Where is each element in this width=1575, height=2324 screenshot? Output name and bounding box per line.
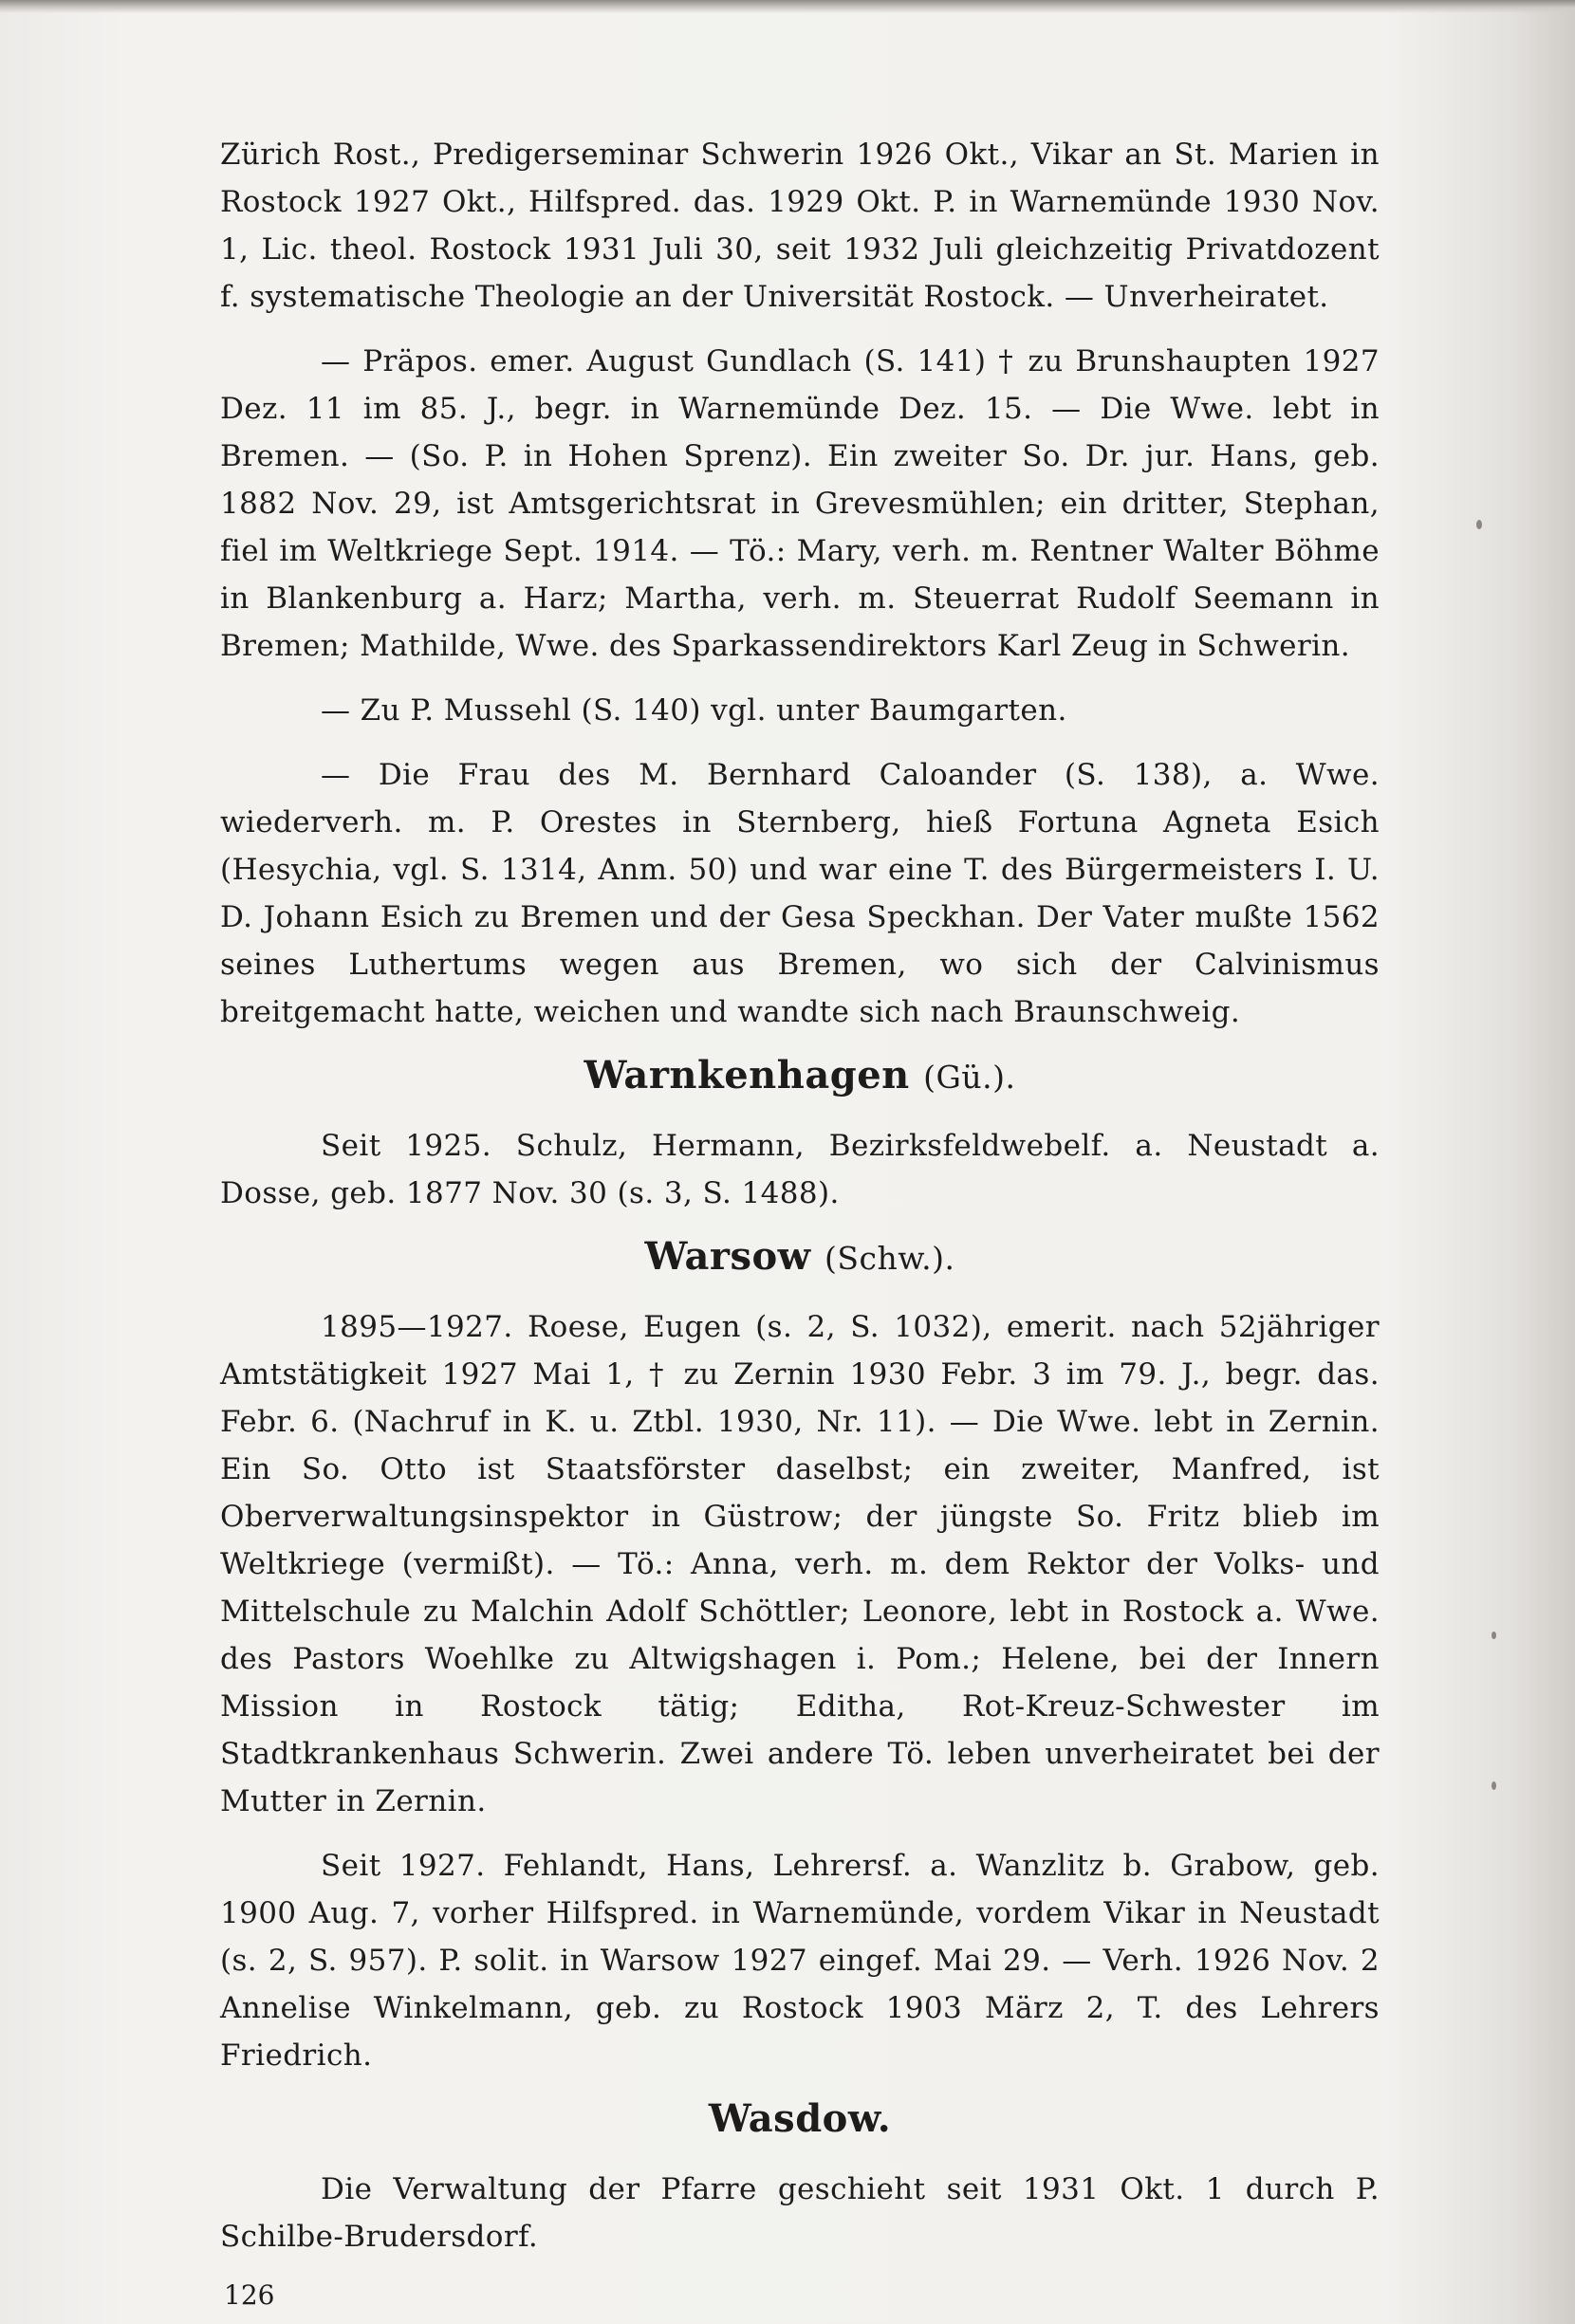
paragraph-warnkenhagen-1: Seit 1925. Schulz, Hermann, Bezirksfeldwebelf. a. Neustadt a. Dosse, geb. 1877 Nov. 30 (s. 3, S. 1488). [220, 1129, 1380, 1210]
scan-edge-shadow [0, 0, 1575, 13]
paragraph-warsow-1: 1895—1927. Roese, Eugen (s. 2, S. 1032), emerit. nach 52jähriger Amtstätigkeit 1927 Mai 1, † zu Zernin 1930 Febr. 3 im 79. J., begr. das. Febr. 6. (Nachruf in K. u. Ztbl. 1930, Nr. 11). — Die Wwe. lebt in Zernin. Ein So. Otto ist Staatsförster daselbst; ein zweiter, Manfred, ist Oberverwaltungsinspektor in Güstrow; der jüngste So. Fritz blieb im Weltkriege (vermißt). — Tö.: Anna, verh. m. dem Rektor der Volks- und Mittelschule zu Malchin Adolf Schöttler; Leonore, lebt in Rostock a. Wwe. des Pastors Woehlke zu Altwigshagen i. Pom.; Helene, bei der Innern Mission in Rostock tätig; Editha, Rot-Kreuz-Schwester im Stadtkrankenhaus Schwerin. Zwei andere Tö. leben unverheiratet bei der Mutter in Zernin. [220, 1310, 1380, 1818]
paragraph-caloander: — Die Frau des M. Bernhard Caloander (S. 138), a. Wwe. wiederverh. m. P. Orestes in Sternberg, hieß Fortuna Agneta Esich (Hesychia, vgl. S. 1314, Anm. 50) und war eine T. des Bürgermeisters I. U. D. Johann Esich zu Bremen und der Gesa Speckhan. Der Vater mußte 1562 seines Luthertums wegen aus Bremen, wo sich der Calvinismus breitgemacht hatte, weichen und wandte sich nach Braunschweig. [220, 758, 1380, 1029]
section-subtitle: (Gü.). [923, 1059, 1016, 1096]
scan-speck [1492, 1632, 1496, 1639]
section-heading-warnkenhagen [220, 1053, 1380, 1097]
section-subtitle: (Schw.). [825, 1240, 955, 1277]
section-heading-warsow [220, 1234, 1380, 1279]
paragraph-gundlach: — Präpos. emer. August Gundlach (S. 141) † zu Brunshaupten 1927 Dez. 11 im 85. J., begr. in Warnemünde Dez. 15. — Die Wwe. lebt in Bremen. — (So. P. in Hohen Sprenz). Ein zweiter So. Dr. jur. Hans, geb. 1882 Nov. 29, ist Amtsgerichtsrat in Grevesmühlen; ein dritter, Stephan, fiel im Weltkriege Sept. 1914. — Tö.: Mary, verh. m. Rentner Walter Böhme in Blankenburg a. Harz; Martha, verh. m. Steuerrat Rudolf Seemann in Bremen; Mathilde, Wwe. des Sparkassendirektors Karl Zeug in Schwerin. [220, 344, 1380, 663]
section-title: Warnkenhagen [584, 1053, 910, 1097]
page-number: 126 [224, 2279, 275, 2311]
paragraph-intro: Zürich Rost., Predigerseminar Schwerin 1926 Okt., Vikar an St. Marien in Rostock 1927 Okt., Hilfspred. das. 1929 Okt. P. in Warnemünde 1930 Nov. 1, Lic. theol. Rostock 1931 Juli 30, seit 1932 Juli gleichzeitig Privatdozent f. systematische Theologie an der Universität Rostock. — Unverheiratet. [220, 138, 1380, 314]
paragraph-mussehl: — Zu P. Mussehl (S. 140) vgl. unter Baumgarten. [321, 693, 1067, 728]
scan-speck [1492, 1781, 1496, 1790]
paragraph-warsow-2: Seit 1927. Fehlandt, Hans, Lehrersf. a. Wanzlitz b. Grabow, geb. 1900 Aug. 7, vorher Hilfspred. in Warnemünde, vordem Vikar in Neustadt (s. 2, S. 957). P. solit. in Warsow 1927 eingef. Mai 29. — Verh. 1926 Nov. 2 Annelise Winkelmann, geb. zu Rostock 1903 März 2, T. des Lehrers Friedrich. [220, 1849, 1380, 2073]
section-title: Warsow [644, 1234, 811, 1279]
scan-speck [1476, 520, 1482, 529]
section-title: Wasdow. [708, 2096, 892, 2141]
paragraph-wasdow-1: Die Verwaltung der Pfarre geschieht seit 1931 Okt. 1 durch P. Schilbe-Brudersdorf. [220, 2172, 1380, 2254]
page-body [220, 131, 1380, 2278]
section-heading-wasdow [220, 2096, 1380, 2141]
